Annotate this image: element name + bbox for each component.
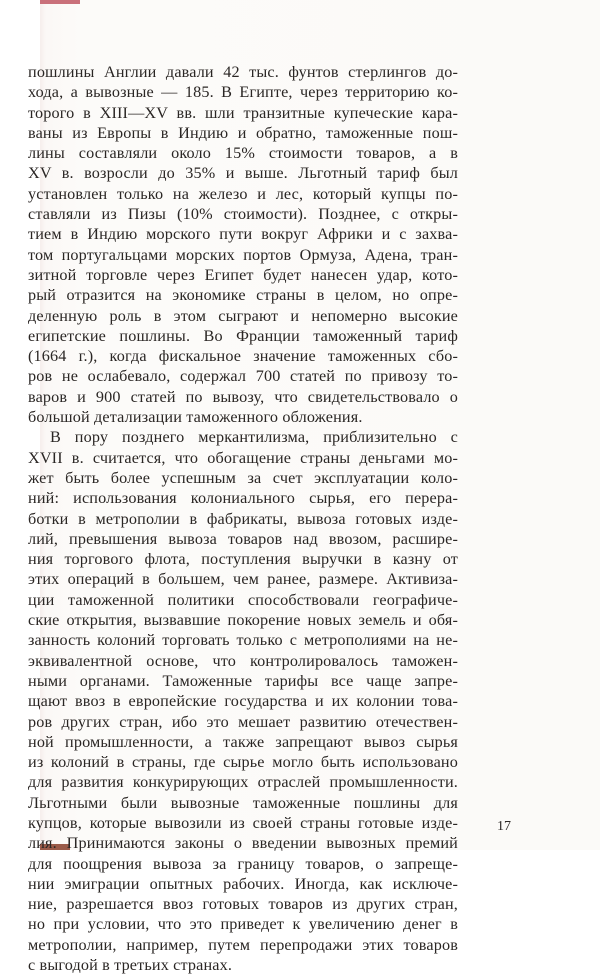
text-line: В пору позднего меркантилизма, приблизительно с [50, 428, 458, 447]
text-line: ваны из Европы в Индию и обратно, таможенные пош- [28, 123, 458, 142]
text-line: пошлины Англии давали 42 тыс. фунтов стерлингов до- [28, 63, 458, 81]
text-line: торого в XIII—XV вв. шли транзитные купеческие кара- [28, 103, 458, 122]
paragraph-2 [28, 427, 458, 975]
text-line: рый отразится на экономике страны в целом, но опре- [28, 286, 458, 305]
text-line: XVII в. считается, что обогащение страны деньгами мо- [28, 448, 458, 467]
text-line: эквивалентной основе, что контролировалось таможен- [28, 651, 458, 670]
text-line: этих операций в большем, чем ранее, размере. Активиза- [28, 570, 458, 589]
text-line: тием в Индию морского пути вокруг Африки и с захва- [28, 225, 458, 244]
body-text [28, 62, 458, 975]
text-line: занность колоний торговать только с метрополиями на не- [28, 631, 458, 650]
text-line: но при условии, что это приведет к увеличению денег в [28, 915, 458, 934]
text-line: купцов, которые вывозили из своей страны готовые изде- [28, 813, 458, 832]
text-line: ров других стран, ибо это мешает развитию отечествен- [28, 712, 458, 731]
text-line: щают ввоз в европейские государства и их колонии това- [28, 692, 458, 711]
text-line: ботки в метрополии в фабрикаты, вывоза готовых изде- [28, 509, 458, 528]
page-number: 17 [497, 819, 511, 834]
text-line: жет быть более успешным за счет эксплуатации коло- [28, 468, 458, 487]
text-line: ции таможенной политики способствовали географиче- [28, 590, 458, 609]
text-line: с выгодой в третьих странах. [28, 956, 233, 975]
text-line: лины составляли около 15% стоимости товаров, а в [28, 144, 458, 163]
text-line: лия. Принимаются законы о введении вывозных премий [28, 834, 458, 853]
text-line: хода, а вывозные — 185. В Египте, через территорию ко- [28, 83, 458, 102]
text-line: варов и 900 статей по вывозу, что свидетельствовало о [28, 387, 458, 406]
text-line: для поощрения вывоза за границу товаров, о запреще- [28, 854, 458, 873]
text-line: установлен только на железо и лес, который купцы по- [28, 184, 458, 203]
text-line: деленную роль в этом сыграют и непомерно высокие [28, 306, 458, 325]
paragraph-1 [28, 62, 458, 427]
page-edge-top [40, 0, 80, 4]
text-line: ний: использования колониального сырья, его перера- [28, 489, 458, 508]
text-line: XV в. возросли до 35% и выше. Льготный тариф был [28, 164, 458, 183]
text-line: ными органами. Таможенные тарифы все чаще запре- [28, 671, 458, 690]
text-line: лий, превышения вывоза товаров над ввозом, расшире- [28, 529, 458, 548]
text-line: том португальцами морских портов Ормуза, Адена, тран- [28, 245, 458, 264]
text-line: ной промышленности, а также запрещают вывоз сырья [28, 732, 458, 751]
text-line: ние, разрешается ввоз готовых товаров из других стран, [28, 895, 458, 914]
text-line: для развития конкурирующих отраслей промышленности. [28, 773, 458, 792]
text-line: метрополии, например, путем перепродажи этих товаров [28, 935, 458, 954]
text-line: нии эмиграции опытных рабочих. Иногда, как исключе- [28, 874, 458, 893]
text-line: египетские пошлины. Во Франции таможенный тариф [28, 326, 458, 345]
text-line: Льготными были вывозные таможенные пошлины для [28, 793, 458, 812]
text-line: (1664 г.), когда фискальное значение таможенных сбо- [28, 347, 458, 366]
text-line: ставляли из Пизы (10% стоимости). Позднее, с откры- [28, 205, 458, 224]
text-line: ния торгового флота, поступления выручки в казну от [28, 550, 458, 569]
text-line: ров не ослабевало, содержал 700 статей по привозу то- [28, 367, 458, 386]
text-line: большой детализации таможенного обложения. [28, 408, 363, 427]
text-line: ские открытия, вызвавшие покорение новых земель и обя- [28, 611, 458, 630]
text-line: зитной торговле через Египет будет нанесен удар, кото- [28, 265, 458, 284]
text-line: из колоний в страны, где сырье могло быть использовано [28, 753, 458, 772]
